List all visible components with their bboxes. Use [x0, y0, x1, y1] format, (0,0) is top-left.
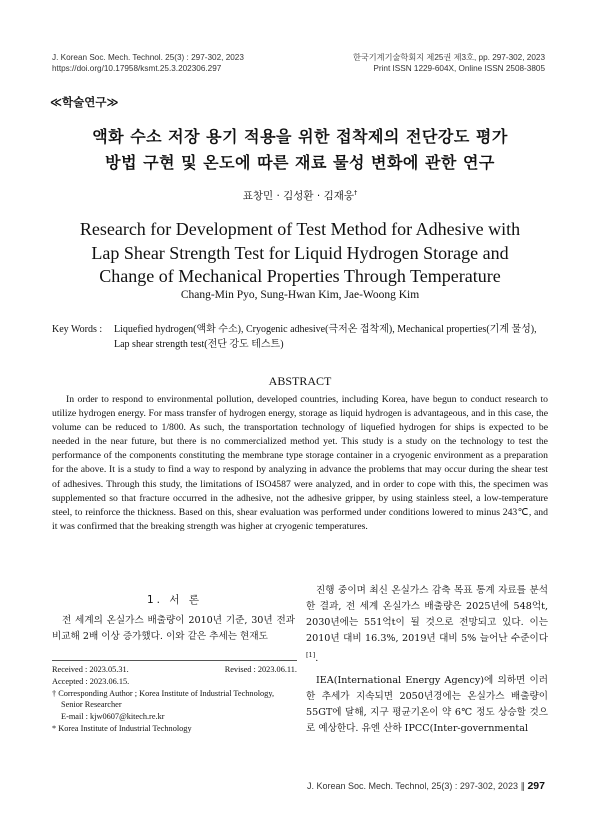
doi-link[interactable]: https://doi.org/10.17958/ksmt.25.3.202306.297 [52, 64, 222, 73]
keywords-text: Liquefied hydrogen(액화 수소), Cryogenic adhesive(극저온 접착제), Mechanical properties(기계 물성), Lap shear strength test(전단 강도 테스트) [114, 324, 537, 350]
affiliation-note: * Korea Institute of Industrial Technology [52, 723, 192, 733]
page-footer [307, 780, 545, 792]
keywords-block [52, 322, 552, 352]
korean-authors [0, 188, 600, 203]
journal-header-left [52, 52, 244, 74]
journal-citation-korean: 한국기계기술학회지 제25권 제3호, pp. 297-302, 2023 [352, 53, 545, 62]
page-number: 297 [527, 780, 545, 792]
intro-left-column: 전 세계의 온실가스 배출량이 2010년 기준, 30년 전과 비교해 2배 이상 증가했다. 이와 같은 추세는 현재도 [52, 615, 295, 642]
corresponding-author-title: Senior Researcher [61, 700, 122, 710]
intro-paragraph-2: IEA(International Energy Agency)에 의하면 이러한 추세가 지속되면 2050년경에는 온실가스 배출량이 55GT에 달해, 지구 평균기온이 약 6℃ 정도 상승할 것으로 예상한다. 유엔 산하 IPCC(Inter-governmental [306, 675, 548, 735]
corresponding-author: † Corresponding Author ; Korea Institute of Industrial Technology, [52, 688, 275, 698]
english-title-line1: Research for Development of Test Method for Adhesive with [79, 219, 521, 239]
korean-title-line1: 액화 수소 저장 용기 적용을 위한 접착제의 전단강도 평가 [92, 127, 508, 146]
received-revised-row [52, 664, 297, 676]
intro-paragraph-1 [306, 583, 548, 667]
journal-citation: J. Korean Soc. Mech. Technol. 25(3) : 297-302, 2023 [52, 53, 244, 62]
korean-title [40, 124, 560, 176]
footnote-divider [52, 660, 297, 661]
english-title-line2: Lap Shear Strength Test for Liquid Hydrogen Storage and [91, 242, 509, 263]
revised-date: Revised : 2023.06.11. [224, 665, 297, 674]
korean-title-line2: 방법 구현 및 온도에 따른 재료 물성 변화에 관한 연구 [105, 153, 495, 172]
reference-1[interactable]: [1] [306, 651, 316, 659]
section-tag: ≪학술연구≫ [50, 95, 119, 109]
intro-right-column [306, 583, 548, 743]
english-authors: Chang-Min Pyo, Sung-Hwan Kim, Jae-Woong Kim [180, 289, 420, 301]
keywords-label: Key Words : [52, 324, 103, 335]
corresponding-mark: † [354, 188, 358, 197]
journal-header-right [353, 52, 545, 74]
abstract-heading: ABSTRACT [268, 374, 332, 388]
corresponding-author-email[interactable]: E-mail : kjw0607@kitech.re.kr [61, 712, 165, 722]
received-date: Received : 2023.05.31. [52, 665, 129, 674]
footer-citation: J. Korean Soc. Mech. Technol, 25(3) : 297-302, 2023 ∥ [306, 781, 525, 791]
korean-author-names: 표창민 · 김성환 · 김재웅 [242, 190, 355, 202]
article-notes [52, 664, 297, 735]
accepted-date: Accepted : 2023.06.15. [52, 676, 130, 686]
intro-p1-end: . [315, 653, 319, 665]
english-title [40, 218, 560, 289]
issn-line: Print ISSN 1229-604X, Online ISSN 2508-3805 [373, 64, 545, 73]
section-heading-introduction: 1. 서 론 [147, 594, 202, 606]
english-title-line3: Change of Mechanical Properties Through Temperature [99, 266, 501, 286]
abstract-body: In order to respond to environmental pollution, developed countries, including Korea, have begun to conduct research to utilize hydrogen energy. For mass transfer of hydrogen energy, storage as liquid hydrogen is advantageous, and in this case, the volume can be reduced to 1/800. As such, the transportation technology of liquefied hydrogen for ships is expected to be needed in the near future, but there is no commercialized method yet. This study is a study on the technology to test the performance of the components constituting the membrane type storage container in a cryogenic environment as a preparation for the above. It is a study to find a way to respond by analyzing in advance the problems that may occur during the shear test of adhesives. Through this study, the limitations of ISO4587 were analyzed, and in order to cope with this, the specimen was supplemented so that fracture occurred in the adhesive, not the adhesive gripper, by using stainless steel, a low-temperature steel, to reinforce the thickness. Based on this, shear evaluation was performed under conditions lowered to minus 243℃, and it was confirmed that the breaking strength was higher at cryogenic temperatures. [52, 394, 548, 532]
intro-p1-text: 진행 중이며 최신 온실가스 감축 목표 통계 자료를 분석한 결과, 전 세계 온실가스 배출량은 2025년에 548억t, 2030년에는 551억t이 될 것으로 전망되고 있다. 이는 2010년 대비 16.3%, 2019년 대비 5% 늘어난 수준이다 [306, 585, 548, 644]
